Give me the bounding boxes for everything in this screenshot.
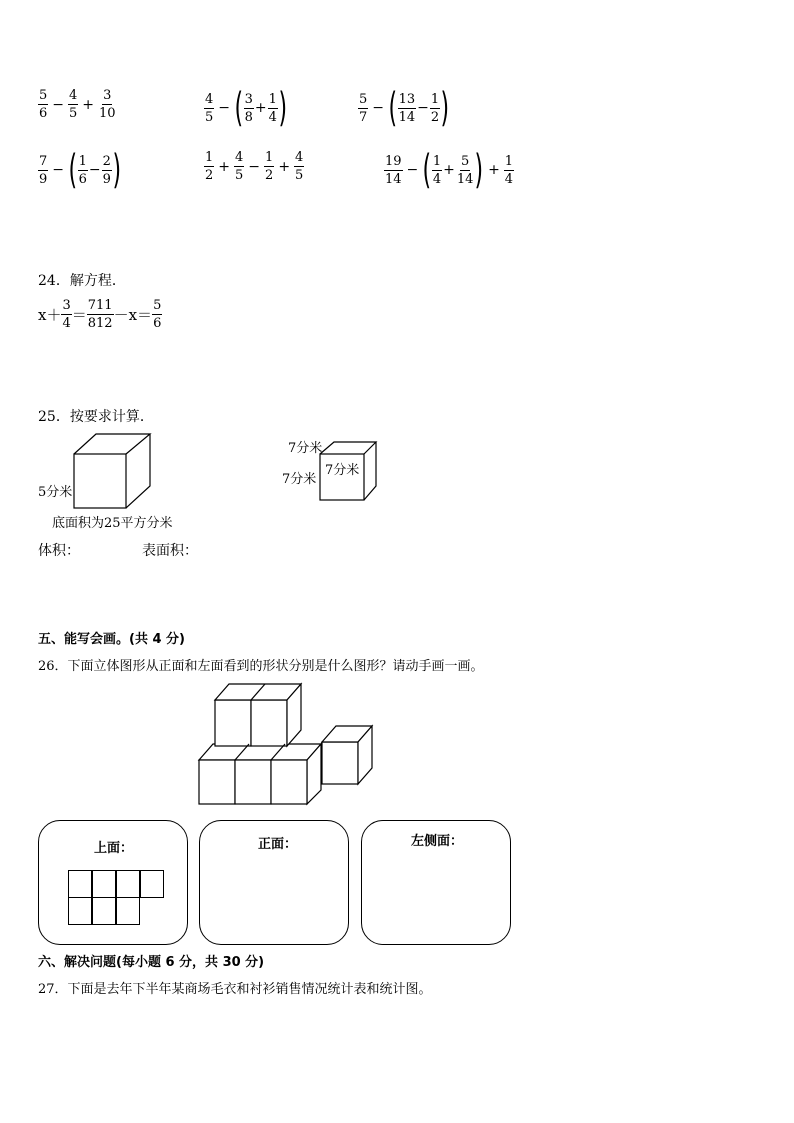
- fraction: $\frac{13}{14}$: [398, 91, 416, 125]
- expression-6: $\frac{19}{14}$ − ( $\frac{1}{4}$ + $\frac{5}{14}$ ) + $\frac{1}{4}$: [385, 147, 514, 193]
- expression-4: $\frac{7}{9}$ − ( $\frac{1}{6}$ − $\frac{2}{9}$ ): [39, 147, 122, 193]
- fraction: $\frac{4}{5}$: [205, 91, 214, 125]
- fraction: $\frac{3}{8}$: [244, 91, 253, 125]
- question-24-title: 24．解方程．: [38, 273, 126, 289]
- fraction: $\frac{19}{14}$: [385, 153, 402, 187]
- volume-label: 体积：: [38, 543, 80, 559]
- question-26-text: 26．下面立体图形从正面和左面看到的形状分别是什么图形？请动手画一画。: [38, 659, 484, 674]
- fraction: $\frac{1}{4}$: [432, 153, 442, 187]
- cube-edge-left-label: 7分米: [282, 472, 317, 487]
- cube-stack-figure: [195, 680, 380, 808]
- left-paren: (: [68, 147, 78, 193]
- fraction: $\frac{2}{9}$: [102, 153, 111, 187]
- equation: x＋ $\frac{3}{4}$ ＝ $\frac{711}{812}$ －x＝ $\frac{5}{6}$: [38, 298, 162, 331]
- fraction: $\frac{4}{5}$: [69, 88, 78, 121]
- fraction: $\frac{711}{812}$: [87, 298, 113, 331]
- section-5-title: 五、能写会画。(共 4 分): [38, 632, 185, 647]
- fraction: $\frac{5}{7}$: [359, 91, 368, 125]
- grid-cell-empty: [140, 897, 164, 925]
- fraction: $\frac{3}{4}$: [62, 298, 71, 331]
- front-view-title: 正面：: [258, 837, 298, 852]
- grid-cell: [92, 870, 116, 898]
- left-paren: (: [422, 147, 432, 193]
- top-view-grid: [68, 870, 164, 924]
- expression-3: $\frac{5}{7}$ − ( $\frac{13}{14}$ − $\frac{1}{2}$ ): [359, 85, 450, 131]
- grid-cell: [140, 870, 164, 898]
- fraction: $\frac{3}{10}$: [99, 88, 116, 121]
- fraction: $\frac{1}{2}$: [205, 150, 214, 183]
- fraction: $\frac{1}{2}$: [265, 150, 274, 183]
- expression-5: $\frac{1}{2}$ + $\frac{4}{5}$ − $\frac{1}{2}$ + $\frac{4}{5}$: [205, 150, 304, 183]
- left-view-title: 左侧面：: [411, 834, 464, 849]
- grid-cell: [116, 870, 140, 898]
- left-paren: (: [388, 85, 398, 131]
- fraction: $\frac{1}{6}$: [78, 153, 87, 187]
- cuboid-base-area-label: 底面积为25平方分米: [52, 516, 173, 531]
- right-paren: ): [474, 147, 484, 193]
- right-paren: ): [440, 85, 450, 131]
- grid-cell: [68, 897, 92, 925]
- right-paren: ): [112, 147, 122, 193]
- fraction: $\frac{7}{9}$: [39, 153, 48, 187]
- section-6-title: 六、解决问题(每小题 6 分，共 30 分): [38, 955, 265, 970]
- cube-edge-top-label: 7分米: [288, 441, 323, 456]
- top-view-title: 上面：: [94, 841, 134, 856]
- expression-2: $\frac{4}{5}$ − ( $\frac{3}{8}$ + $\frac{1}{4}$ ): [205, 85, 288, 131]
- fraction: $\frac{4}{5}$: [235, 150, 244, 183]
- fraction: $\frac{1}{4}$: [268, 91, 277, 125]
- right-paren: ): [278, 85, 288, 131]
- fraction: $\frac{1}{4}$: [504, 153, 514, 187]
- fraction: $\frac{4}{5}$: [295, 150, 304, 183]
- cuboid-height-label: 5分米: [38, 485, 73, 500]
- fraction: $\frac{5}{14}$: [456, 153, 474, 187]
- question-27-text: 27．下面是去年下半年某商场毛衣和衬衫销售情况统计表和统计图。: [38, 982, 432, 997]
- question-25-title: 25．按要求计算．: [38, 409, 154, 425]
- fraction: $\frac{5}{6}$: [153, 298, 162, 331]
- cuboid-diagram: [70, 432, 160, 514]
- grid-cell: [68, 870, 92, 898]
- fraction: $\frac{5}{6}$: [39, 88, 48, 121]
- left-paren: (: [234, 85, 244, 131]
- cube-face-label: 7分米: [325, 463, 360, 478]
- grid-cell: [116, 897, 140, 925]
- expression-1: $\frac{5}{6}$ − $\frac{4}{5}$ + $\frac{3}{10}$: [39, 88, 116, 121]
- surface-area-label: 表面积：: [142, 543, 198, 559]
- grid-cell: [92, 897, 116, 925]
- fraction: $\frac{1}{2}$: [430, 91, 440, 125]
